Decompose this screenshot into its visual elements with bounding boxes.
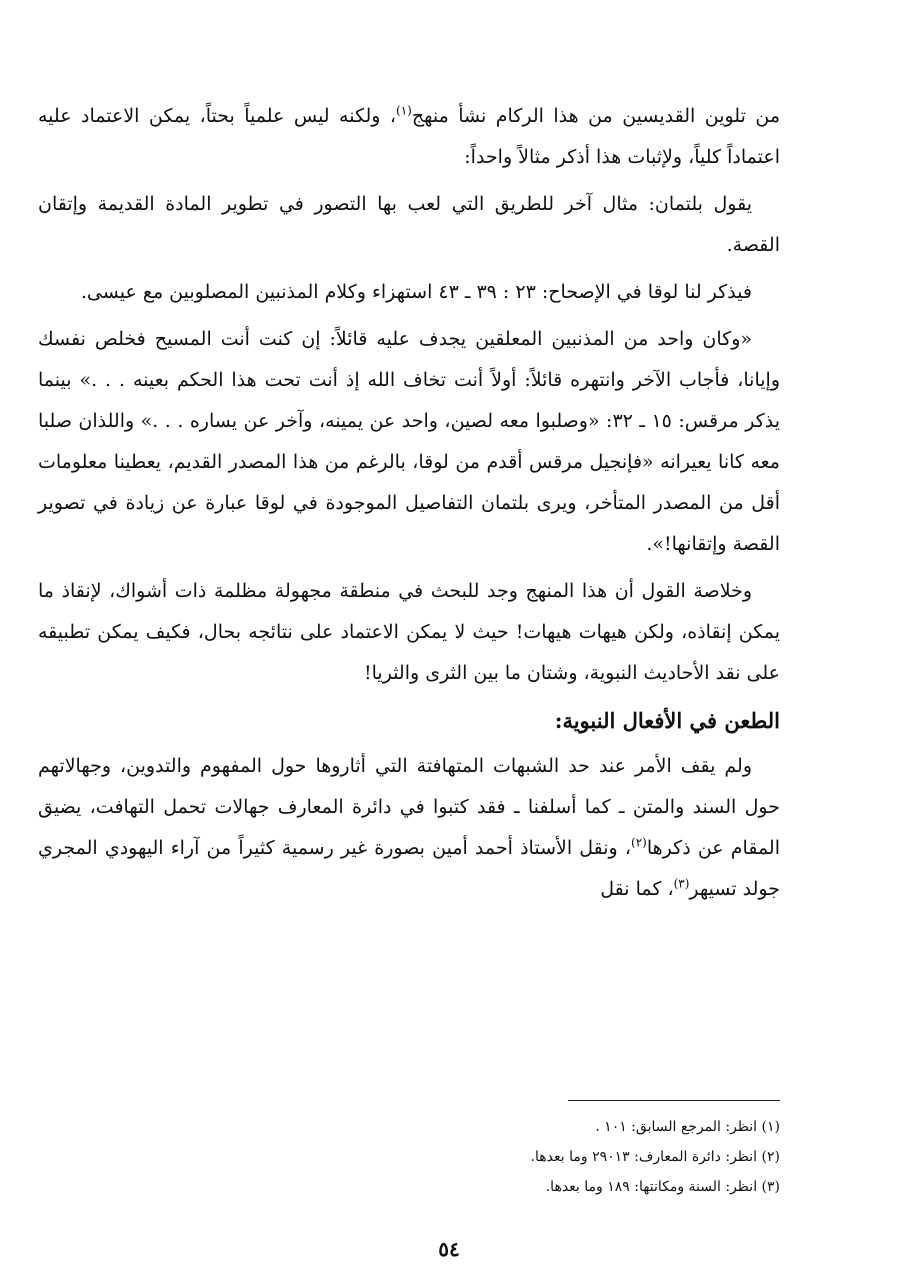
paragraph-6: [38, 746, 780, 910]
paragraph-6-part-2: ، ونقل الأستاذ أحمد أمين بصورة غير رسمية كثيراً من آراء اليهودي المجري جولد تسيهر: [38, 837, 780, 900]
quote-paragraph: «وكان واحد من المذنبين المعلقين يجدف عليه قائلاً: إن كنت أنت المسيح فخلص نفسك وإيانا، فأجاب الآخر وانتهره قائلاً: أولاً أنت تخاف الله إذ أنت تحت هذا الحكم بعينه . . .» بينما يذكر مرقس: ١٥ ـ ٣٢: «وصلبوا معه لصين، واحد عن يمينه، وآخر عن يساره . . .» واللذان صلبا معه كانا يعيرانه «فإنجيل مرقس أقدم من لوقا، بالرغم من هذا المصدر القديم، يعطينا معلومات أقل من المصدر المتأخر، ويرى بلتمان التفاصيل الموجودة في لوقا عبارة عن زيادة في تصوير القصة وإتقانها!».: [38, 328, 781, 555]
page-number: ٥٤: [438, 1237, 460, 1261]
paragraph-2: يقول بلتمان: مثال آخر للطريق التي لعب بها التصور في تطوير المادة القديمة وإتقان القصة.: [38, 193, 780, 256]
footnote-ref-3: (٣): [673, 876, 690, 891]
footnote-2: (٢) انظر: دائرة المعارف: ٢٩٠١٣ وما بعدها.: [530, 1149, 780, 1165]
main-text: [38, 96, 780, 916]
footnote-ref-2: (٢): [631, 835, 647, 850]
footnote-divider: [568, 1100, 780, 1101]
paragraph-3: فيذكر لنا لوقا في الإصحاح: ٢٣ : ٣٩ ـ ٤٣ استهزاء وكلام المذنبين المصلوبين مع عيسى.: [80, 281, 752, 303]
footnote-3: (٣) انظر: السنة ومكانتها: ١٨٩ وما بعدها.: [545, 1179, 780, 1195]
paragraph-6-part-1: ولم يقف الأمر عند حد الشبهات المتهافتة التي أثاروها حول المفهوم والتدوين، وجهالاتهم حول السند والمتن ـ كما أسلفنا ـ فقد كتبوا في دائرة المعارف جهالات تحمل التهافت، يضيق المقام عن ذكرها: [38, 755, 780, 859]
paragraph-5: وخلاصة القول أن هذا المنهج وجد للبحث في منطقة مجهولة مظلمة ذات أشواك، لإنقاذ ما يمكن إنقاذه، ولكن هيهات هيهات! حيث لا يمكن الاعتماد على نتائجه بحال، فكيف يمكن تطبيقه على نقد الأحاديث النبوية، وشتان ما بين الثرى والثريا!: [38, 580, 780, 684]
paragraph-1-start: من تلوين القديسين من هذا الركام نشأ منهج: [411, 105, 780, 127]
paragraph-1: [38, 96, 780, 178]
footnote-ref-1: (١): [396, 103, 412, 118]
footnote-1: (١) انظر: المرجع السابق: ١٠١ .: [595, 1119, 780, 1135]
section-heading: الطعن في الأفعال النبوية:: [554, 708, 780, 733]
footnotes: [360, 1112, 780, 1202]
paragraph-1-end: ، ولكنه ليس علمياً بحتاً، يمكن الاعتماد عليه اعتماداً كلياً، ولإثبات هذا أذكر مثالاً واحداً:: [38, 105, 780, 168]
paragraph-6-part-3: ، كما نقل: [600, 878, 674, 900]
